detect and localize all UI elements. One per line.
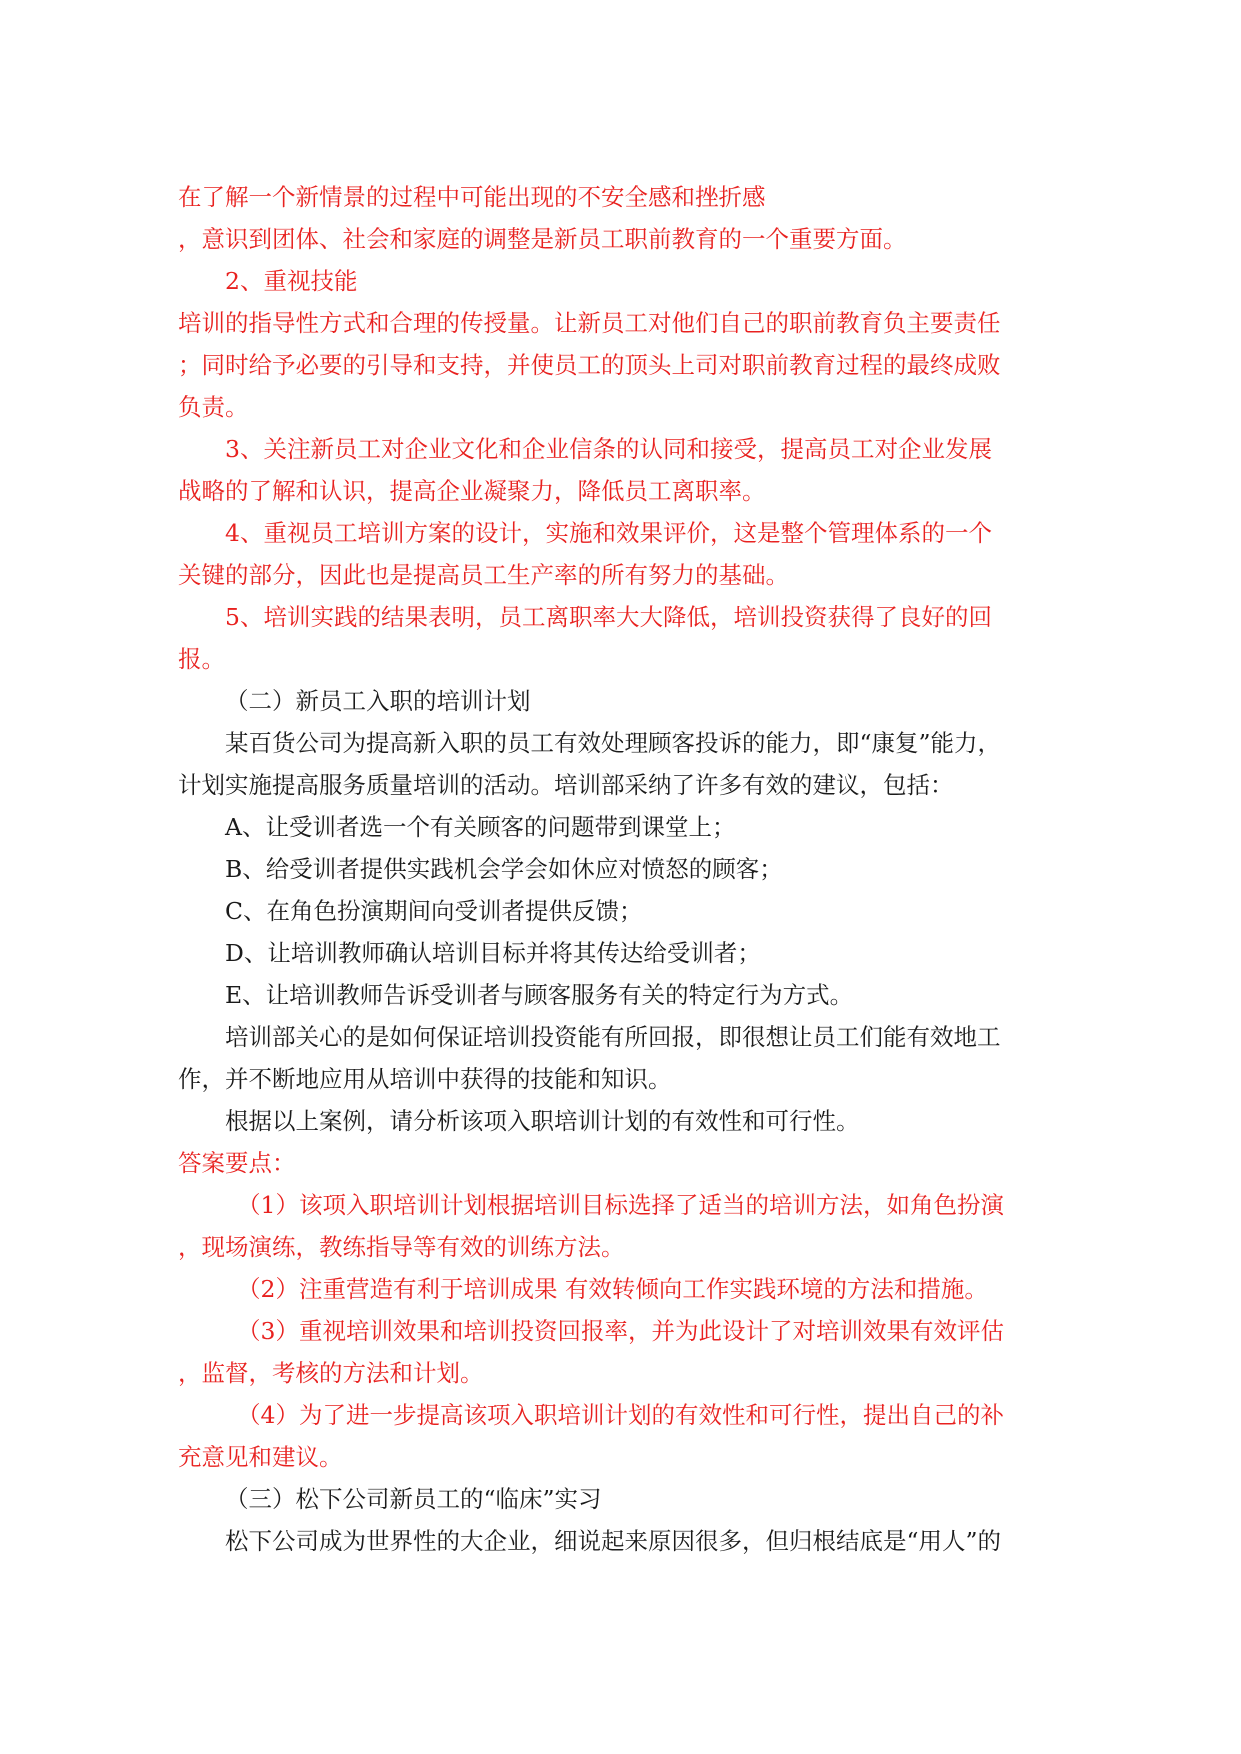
text-line: 负责。 xyxy=(178,393,249,421)
text-line: 报。 xyxy=(178,645,225,673)
list-item: B、给受训者提供实践机会学会如休应对愤怒的顾客； xyxy=(225,855,783,883)
list-item: A、让受训者选一个有关顾客的问题带到课堂上； xyxy=(225,813,736,841)
text-line: 3、关注新员工对企业文化和企业信条的认同和接受，提高员工对企业发展 xyxy=(225,435,992,463)
list-item: C、在角色扮演期间向受训者提供反馈； xyxy=(225,897,643,925)
text-line: ，监督，考核的方法和计划。 xyxy=(178,1359,484,1387)
answer-point: （1）该项入职培训计划根据培训目标选择了适当的培训方法，如角色扮演 xyxy=(237,1191,1004,1219)
text-line: ；同时给予必要的引导和支持，并使员工的顶头上司对职前教育过程的最终成败 xyxy=(178,351,1001,379)
answer-point: （4）为了进一步提高该项入职培训计划的有效性和可行性，提出自己的补 xyxy=(237,1401,1004,1429)
answer-point: （2）注重营造有利于培训成果 有效转倾向工作实践环境的方法和措施。 xyxy=(237,1275,988,1303)
text-line: 在了解一个新情景的过程中可能出现的不安全感和挫折感 xyxy=(178,183,766,211)
list-item: D、让培训教师确认培训目标并将其传达给受训者； xyxy=(225,939,761,967)
text-line: ，现场演练，教练指导等有效的训练方法。 xyxy=(178,1233,625,1261)
section-heading: （二）新员工入职的培训计划 xyxy=(225,687,531,715)
text-line: 计划实施提高服务质量培训的活动。培训部采纳了许多有效的建议，包括： xyxy=(178,771,954,799)
text-line: 松下公司成为世界性的大企业，细说起来原因很多，但归根结底是“用人”的 xyxy=(225,1527,1002,1555)
text-line: 作，并不断地应用从培训中获得的技能和知识。 xyxy=(178,1065,672,1093)
document-page xyxy=(178,176,1058,1562)
text-line: 2、重视技能 xyxy=(225,267,358,295)
text-line: 关键的部分，因此也是提高员工生产率的所有努力的基础。 xyxy=(178,561,789,589)
text-line: 战略的了解和认识，提高企业凝聚力，降低员工离职率。 xyxy=(178,477,766,505)
text-line: 培训的指导性方式和合理的传授量。让新员工对他们自己的职前教育负主要责任 xyxy=(178,309,1001,337)
text-line: 充意见和建议。 xyxy=(178,1443,343,1471)
text-line: 4、重视员工培训方案的设计，实施和效果评价，这是整个管理体系的一个 xyxy=(225,519,992,547)
section-heading: （三）松下公司新员工的“临床”实习 xyxy=(225,1485,602,1513)
text-line: 根据以上案例，请分析该项入职培训计划的有效性和可行性。 xyxy=(225,1107,860,1135)
answer-heading: 答案要点： xyxy=(178,1149,296,1177)
answer-point: （3）重视培训效果和培训投资回报率，并为此设计了对培训效果有效评估 xyxy=(237,1317,1004,1345)
list-item: E、让培训教师告诉受训者与顾客服务有关的特定行为方式。 xyxy=(225,981,854,1009)
text-line: 培训部关心的是如何保证培训投资能有所回报，即很想让员工们能有效地工 xyxy=(225,1023,1001,1051)
text-line: 5、培训实践的结果表明，员工离职率大大降低，培训投资获得了良好的回 xyxy=(225,603,992,631)
text-line: 某百货公司为提高新入职的员工有效处理顾客投诉的能力，即“康复”能力， xyxy=(225,729,1002,757)
text-line: ，意识到团体、社会和家庭的调整是新员工职前教育的一个重要方面。 xyxy=(178,225,907,253)
